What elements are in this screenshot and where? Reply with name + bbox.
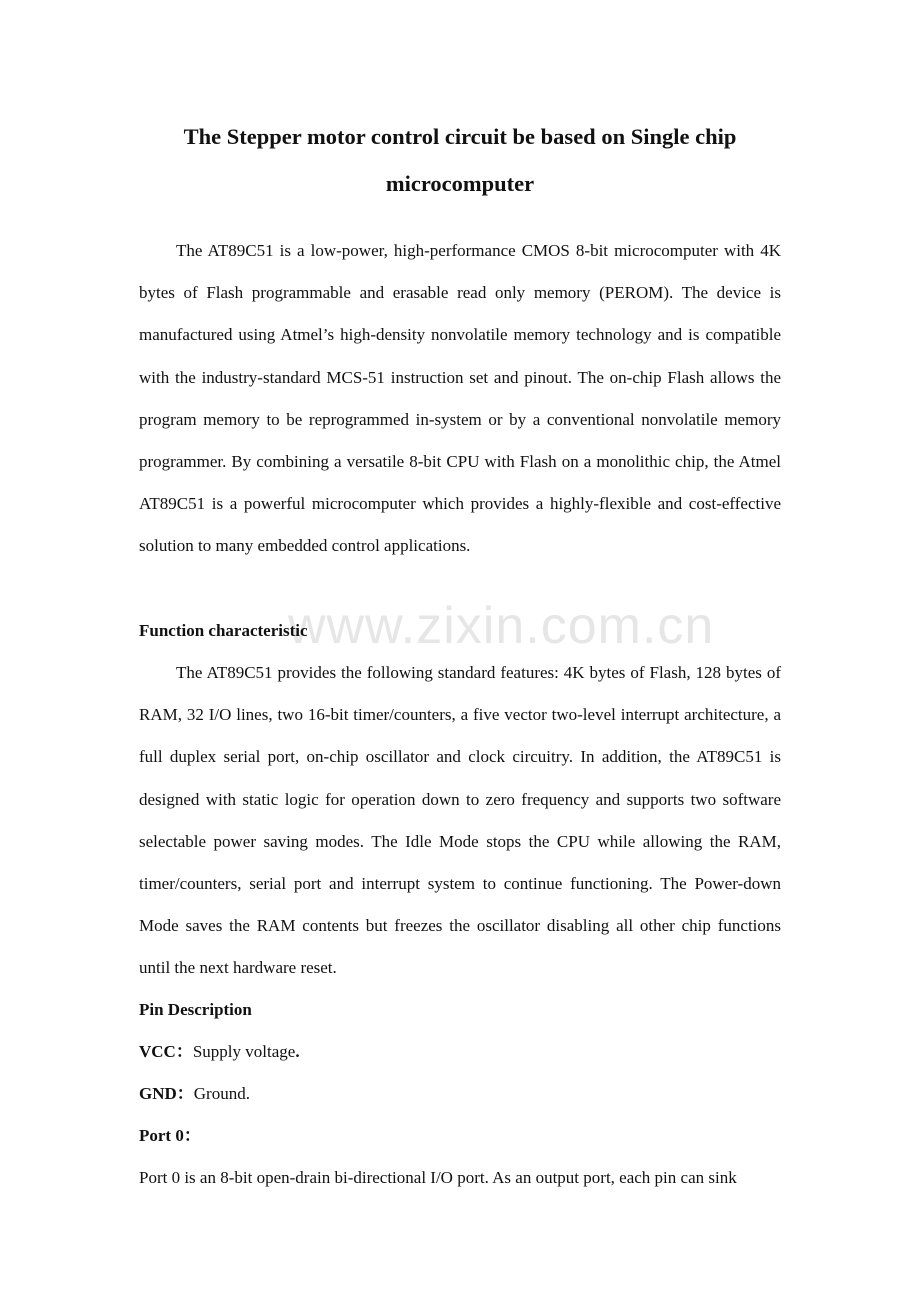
document-title-line2: microcomputer <box>385 171 535 196</box>
vcc-period: . <box>295 1042 300 1061</box>
pin-description-heading: Pin Description <box>139 1000 252 1019</box>
vcc-line <box>139 1031 781 1073</box>
vcc-text: Supply voltage <box>192 1042 296 1061</box>
intro-paragraph: The AT89C51 is a low-power, high-performance CMOS 8-bit microcomputer with 4K bytes of Flash programmable and erasable read only memory (PEROM). The device is manufactured using Atmel’s high-density nonvolatile memory technology and is compatible with the industry-standard MCS-51 instruction set and pinout. The on-chip Flash allows the program memory to be reprogrammed in-system or by a conventional nonvolatile memory programmer. By combining a versatile 8-bit CPU with Flash on a monolithic chip, the Atmel AT89C51 is a powerful microcomputer which provides a highly-flexible and cost-effective solution to many embedded control applications. <box>139 241 781 556</box>
gnd-text: Ground. <box>193 1084 250 1103</box>
watermark: www.zixin.com.cn <box>288 597 715 655</box>
document-title-line1: The Stepper motor control circuit be based on Single chip <box>183 124 737 149</box>
port0-paragraph: Port 0 is an 8-bit open-drain bi-directional I/O port. As an output port, each pin can sink <box>139 1168 737 1187</box>
function-paragraph: The AT89C51 provides the following standard features: 4K bytes of Flash, 128 bytes of RAM, 32 I/O lines, two 16-bit timer/counters, a five vector two-level interrupt architecture, a full duplex serial port, on-chip oscillator and clock circuitry. In addition, the AT89C51 is designed with static logic for operation down to zero frequency and supports two software selectable power saving modes. The Idle Mode stops the CPU while allowing the RAM, timer/counters, serial port and interrupt system to continue functioning. The Power-down Mode saves the RAM contents but freezes the oscillator disabling all other chip functions until the next hardware reset. <box>139 663 781 978</box>
gnd-label: GND： <box>139 1084 194 1103</box>
gnd-line <box>139 1073 781 1115</box>
port0-heading: Port 0： <box>139 1126 201 1145</box>
vcc-label: VCC： <box>139 1042 193 1061</box>
function-characteristic-heading: Function characteristic <box>139 621 308 640</box>
